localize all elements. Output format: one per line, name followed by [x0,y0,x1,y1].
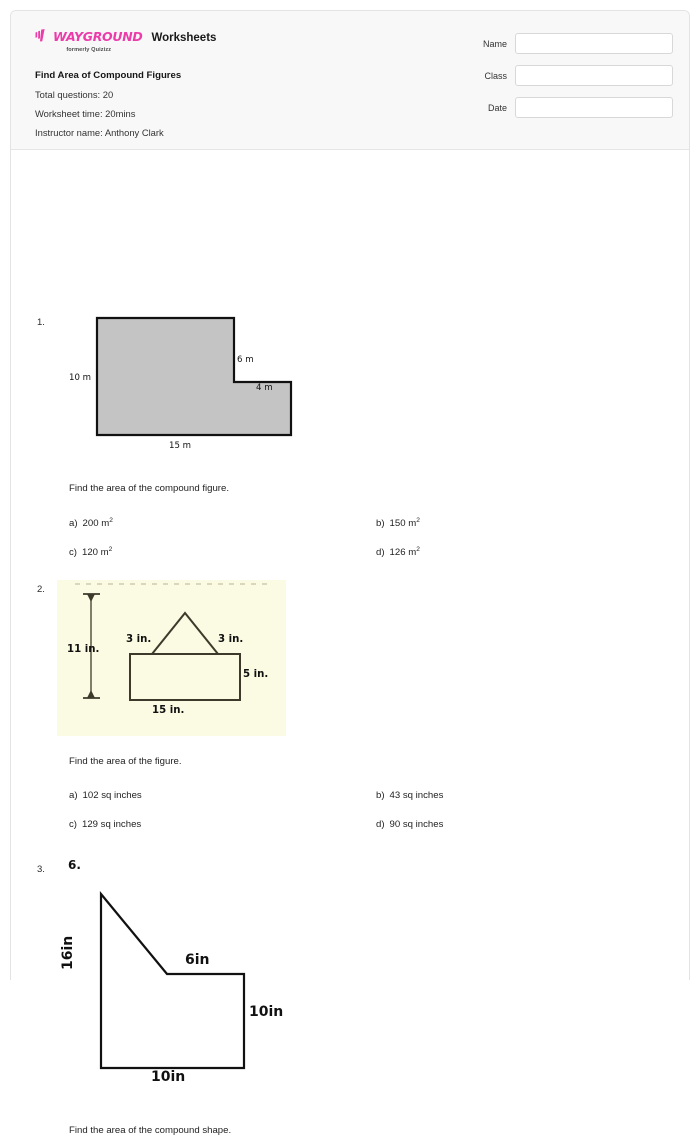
question-1-option-b[interactable] [376,517,420,529]
question-1-figure [59,310,309,460]
class-label: Class [484,70,507,81]
logo-subtitle: formerly Quizizz [66,47,112,53]
question-2-option-c[interactable] [69,819,141,830]
page-title: Find Area of Compound Figures [35,70,182,81]
question-1-prompt: Find the area of the compound figure. [69,483,229,494]
name-label: Name [482,38,507,49]
question-1-option-a-text: 200 m [82,518,110,530]
question-2-option-d-text: 90 sq inches [389,819,444,830]
field-row-class [453,65,673,86]
question-1-option-c-text: 120 m [82,547,109,559]
question-2-label-left-slope: 3 in. [126,634,152,645]
question-2-label-right-slope: 3 in. [218,634,244,645]
question-2-option-a-text: 102 sq inches [82,790,142,801]
question-1-option-d[interactable] [376,546,420,558]
question-2-option-d[interactable] [376,819,443,830]
question-2-option-d-letter: d) [376,819,385,830]
question-1-option-b-text: 150 m [389,518,417,530]
question-3-figure-heading: 6. [68,858,81,872]
question-2-label-right-side: 5 in. [243,669,269,680]
field-row-date [453,97,673,118]
question-3-label-left: 16in [60,935,76,970]
question-1-label-inner-horizontal: 4 m [256,383,273,393]
question-1-option-d-letter: d) [376,547,385,559]
question-3-number: 3. [37,864,45,875]
question-2-label-bottom: 15 in. [152,705,185,716]
logo-main [35,29,142,46]
question-2-option-c-letter: c) [69,819,77,830]
question-3-figure [57,878,307,1093]
question-2-option-b[interactable] [376,790,443,801]
brand-row [35,29,216,54]
question-3-label-bottom: 10in [151,1069,186,1085]
question-1-option-a-sup: 2 [109,517,113,524]
wayground-logo [35,29,142,54]
question-2-option-a[interactable] [69,790,142,801]
question-2-label-height: 11 in. [67,644,100,655]
question-1-option-a-letter: a) [69,518,78,530]
question-2-option-c-text: 129 sq inches [82,819,142,830]
name-input[interactable] [515,33,673,54]
question-1-option-c-sup: 2 [108,546,113,553]
logo-wordmark: WAYGROUND [53,29,143,45]
date-label: Date [487,102,507,113]
question-2-option-a-letter: a) [69,790,78,801]
question-2-prompt: Find the area of the figure. [69,756,182,767]
instructor-name: Instructor name: Anthony Clark [35,127,164,138]
student-info-fields [453,33,673,129]
question-1-option-c-letter: c) [69,547,77,559]
question-1-option-c[interactable] [69,546,112,558]
total-questions: Total questions: 20 [35,89,114,100]
question-1-option-b-sup: 2 [416,517,420,524]
wayground-logo-mark-icon [35,29,51,46]
question-2-number: 2. [37,584,45,595]
question-1-option-d-sup: 2 [416,546,420,553]
question-3-label-right: 10in [249,1004,284,1020]
question-1-option-a[interactable] [69,517,113,529]
question-3-prompt: Find the area of the compound shape. [69,1125,232,1136]
question-1-label-left: 10 m [69,373,92,383]
worksheet-header [11,11,689,150]
question-1-number: 1. [37,317,45,328]
worksheets-label: Worksheets [151,32,217,44]
worksheet-time: Worksheet time: 20mins [35,108,136,119]
question-3-label-top-right: 6in [185,952,210,968]
question-1-option-d-text: 126 m [389,547,417,559]
question-2-option-b-letter: b) [376,790,385,801]
question-1-label-inner-vertical: 6 m [237,355,254,365]
worksheet-page [10,10,690,1136]
question-2-figure [57,580,286,736]
question-1-label-bottom: 15 m [169,441,192,451]
class-input[interactable] [515,65,673,86]
question-2-option-b-text: 43 sq inches [389,790,444,801]
worksheet-meta [35,70,181,146]
date-input[interactable] [515,97,673,118]
question-1-option-b-letter: b) [376,518,385,530]
field-row-name [453,33,673,54]
